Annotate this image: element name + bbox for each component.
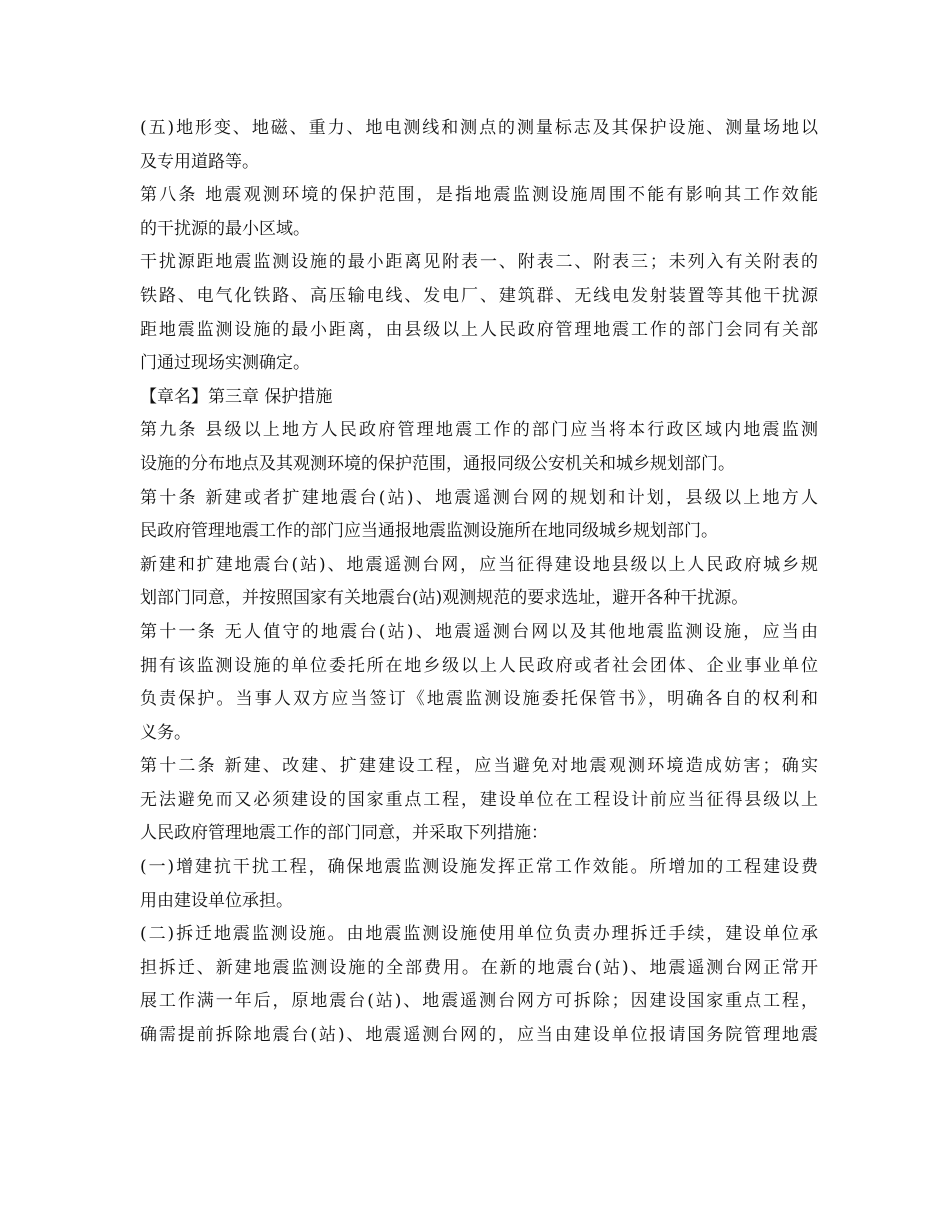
text-line: 用由建设单位承担。 [140,890,293,911]
text-line: 新建和扩建地震台(站)、地震遥测台网，应当征得建设地县级以上人民政府城乡规 [140,554,818,575]
text-line: 人民政府管理地震工作的部门同意，并采取下列措施： [140,823,548,844]
text-line: 及专用道路等。 [140,151,259,172]
text-line: 第十二条 新建、改建、扩建建设工程，应当避免对地震观测环境造成妨害；确实 [140,756,818,777]
text-line: 第八条 地震观测环境的保护范围，是指地震监测设施周围不能有影响其工作效能 [140,185,818,206]
text-line: 义务。 [140,722,191,743]
text-line: 展工作满一年后，原地震台(站)、地震遥测台网方可拆除；因建设国家重点工程， [140,991,818,1012]
text-line: 的干扰源的最小区域。 [140,218,310,239]
text-line: 干扰源距地震监测设施的最小距离见附表一、附表二、附表三；未列入有关附表的 [140,252,818,273]
text-line: 确需提前拆除地震台(站)、地震遥测台网的，应当由建设单位报请国务院管理地震 [140,1025,818,1046]
text-line: (五)地形变、地磁、重力、地电测线和测点的测量标志及其保护设施、测量场地以 [140,118,818,138]
text-line: 划部门同意，并按照国家有关地震台(站)观测规范的要求选址，避开各种干扰源。 [140,588,749,609]
text-line: 设施的分布地点及其观测环境的保护范围，通报同级公安机关和城乡规划部门。 [140,453,735,474]
text-line: 铁路、电气化铁路、高压输电线、发电厂、建筑群、无线电发射装置等其他干扰源 [140,285,818,306]
text-line: 第九条 县级以上地方人民政府管理地震工作的部门应当将本行政区域内地震监测 [140,420,818,441]
text-line: (一)增建抗干扰工程，确保地震监测设施发挥正常工作效能。所增加的工程建设费 [140,857,818,878]
text-line: 负责保护。当事人双方应当签订《地震监测设施委托保管书》，明确各自的权利和 [140,689,818,710]
text-line: 第十条 新建或者扩建地震台(站)、地震遥测台网的规划和计划，县级以上地方人 [140,487,818,508]
text-line: 无法避免而又必须建设的国家重点工程，建设单位在工程设计前应当征得县级以上 [140,789,818,810]
text-line: 距地震监测设施的最小距离，由县级以上人民政府管理地震工作的部门会同有关部 [140,319,818,340]
text-line: 【章名】第三章 保护措施 [140,386,333,407]
text-line: 拥有该监测设施的单位委托所在地乡级以上人民政府或者社会团体、企业事业单位 [140,655,818,676]
text-line: 第十一条 无人值守的地震台(站)、地震遥测台网以及其他地震监测设施，应当由 [140,621,818,642]
text-line: (二)拆迁地震监测设施。由地震监测设施使用单位负责办理拆迁手续，建设单位承 [140,924,818,945]
body-text [140,112,818,1053]
text-line: 门通过现场实测确定。 [140,353,310,374]
text-line: 民政府管理地震工作的部门应当通报地震监测设施所在地同级城乡规划部门。 [140,521,718,542]
text-line: 担拆迁、新建地震监测设施的全部费用。在新的地震台(站)、地震遥测台网正常开 [140,957,818,978]
